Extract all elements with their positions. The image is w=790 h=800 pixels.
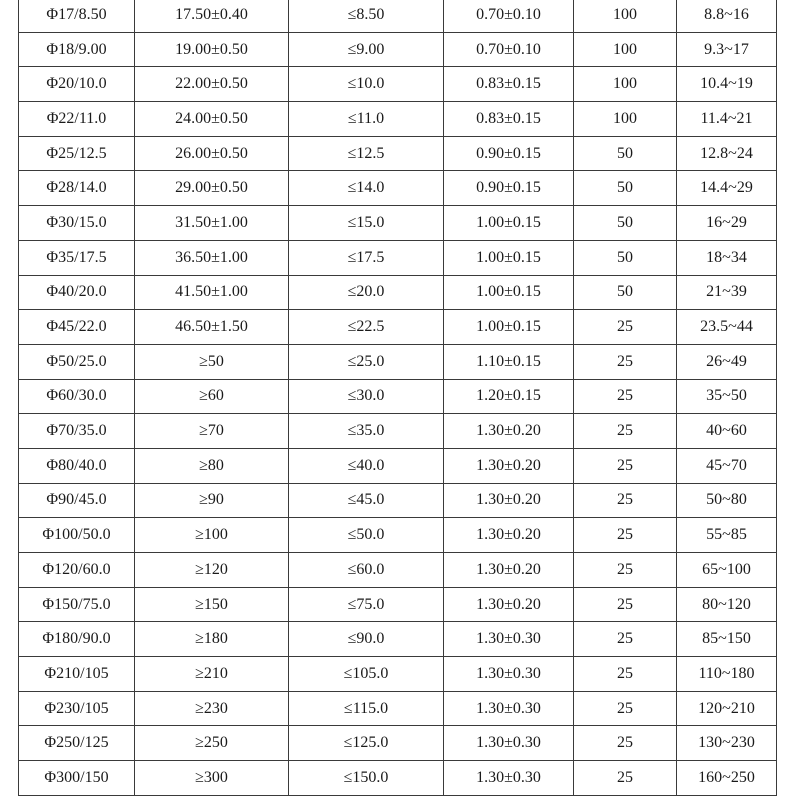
range-cell: 23.5~44 bbox=[677, 310, 777, 345]
tolerance-cell: 0.83±0.15 bbox=[444, 102, 574, 137]
tolerance-cell: 1.30±0.20 bbox=[444, 448, 574, 483]
quantity-cell: 100 bbox=[574, 102, 677, 137]
diameter-cell: ≥80 bbox=[135, 448, 289, 483]
quantity-cell: 25 bbox=[574, 414, 677, 449]
size-cell: Φ120/60.0 bbox=[19, 553, 135, 588]
quantity-cell: 25 bbox=[574, 726, 677, 761]
range-cell: 110~180 bbox=[677, 657, 777, 692]
tolerance-cell: 1.00±0.15 bbox=[444, 275, 574, 310]
diameter-cell: ≥250 bbox=[135, 726, 289, 761]
diameter-cell: ≥70 bbox=[135, 414, 289, 449]
tolerance-cell: 0.90±0.15 bbox=[444, 136, 574, 171]
table-row bbox=[19, 691, 777, 726]
range-cell: 50~80 bbox=[677, 483, 777, 518]
table-row bbox=[19, 344, 777, 379]
size-cell: Φ22/11.0 bbox=[19, 102, 135, 137]
diameter-cell: 46.50±1.50 bbox=[135, 310, 289, 345]
quantity-cell: 25 bbox=[574, 344, 677, 379]
table-row bbox=[19, 67, 777, 102]
tolerance-cell: 1.30±0.20 bbox=[444, 518, 574, 553]
quantity-cell: 50 bbox=[574, 275, 677, 310]
size-cell: Φ250/125 bbox=[19, 726, 135, 761]
quantity-cell: 100 bbox=[574, 32, 677, 67]
size-cell: Φ230/105 bbox=[19, 691, 135, 726]
table-row bbox=[19, 414, 777, 449]
diameter-cell: 31.50±1.00 bbox=[135, 206, 289, 241]
tolerance-cell: 1.30±0.30 bbox=[444, 726, 574, 761]
tolerance-cell: 0.70±0.10 bbox=[444, 32, 574, 67]
range-cell: 16~29 bbox=[677, 206, 777, 241]
range-cell: 35~50 bbox=[677, 379, 777, 414]
quantity-cell: 25 bbox=[574, 518, 677, 553]
value-cell: ≤115.0 bbox=[289, 691, 444, 726]
size-cell: Φ40/20.0 bbox=[19, 275, 135, 310]
value-cell: ≤15.0 bbox=[289, 206, 444, 241]
size-cell: Φ150/75.0 bbox=[19, 587, 135, 622]
range-cell: 21~39 bbox=[677, 275, 777, 310]
tolerance-cell: 1.00±0.15 bbox=[444, 240, 574, 275]
range-cell: 11.4~21 bbox=[677, 102, 777, 137]
tolerance-cell: 1.30±0.20 bbox=[444, 483, 574, 518]
quantity-cell: 25 bbox=[574, 587, 677, 622]
value-cell: ≤20.0 bbox=[289, 275, 444, 310]
range-cell: 12.8~24 bbox=[677, 136, 777, 171]
tolerance-cell: 1.30±0.20 bbox=[444, 587, 574, 622]
quantity-cell: 25 bbox=[574, 448, 677, 483]
value-cell: ≤8.50 bbox=[289, 0, 444, 32]
range-cell: 18~34 bbox=[677, 240, 777, 275]
spec-table bbox=[18, 0, 777, 796]
quantity-cell: 25 bbox=[574, 657, 677, 692]
value-cell: ≤90.0 bbox=[289, 622, 444, 657]
size-cell: Φ180/90.0 bbox=[19, 622, 135, 657]
quantity-cell: 50 bbox=[574, 136, 677, 171]
range-cell: 9.3~17 bbox=[677, 32, 777, 67]
range-cell: 14.4~29 bbox=[677, 171, 777, 206]
table-row bbox=[19, 622, 777, 657]
value-cell: ≤60.0 bbox=[289, 553, 444, 588]
size-cell: Φ18/9.00 bbox=[19, 32, 135, 67]
quantity-cell: 100 bbox=[574, 0, 677, 32]
value-cell: ≤11.0 bbox=[289, 102, 444, 137]
range-cell: 40~60 bbox=[677, 414, 777, 449]
size-cell: Φ70/35.0 bbox=[19, 414, 135, 449]
value-cell: ≤40.0 bbox=[289, 448, 444, 483]
value-cell: ≤17.5 bbox=[289, 240, 444, 275]
value-cell: ≤22.5 bbox=[289, 310, 444, 345]
quantity-cell: 25 bbox=[574, 553, 677, 588]
table-body bbox=[19, 0, 777, 795]
range-cell: 45~70 bbox=[677, 448, 777, 483]
size-cell: Φ28/14.0 bbox=[19, 171, 135, 206]
quantity-cell: 100 bbox=[574, 67, 677, 102]
tolerance-cell: 1.10±0.15 bbox=[444, 344, 574, 379]
diameter-cell: ≥230 bbox=[135, 691, 289, 726]
diameter-cell: ≥210 bbox=[135, 657, 289, 692]
quantity-cell: 25 bbox=[574, 310, 677, 345]
table-row bbox=[19, 761, 777, 796]
tolerance-cell: 1.30±0.30 bbox=[444, 761, 574, 796]
table-row bbox=[19, 0, 777, 32]
table-row bbox=[19, 275, 777, 310]
value-cell: ≤50.0 bbox=[289, 518, 444, 553]
range-cell: 65~100 bbox=[677, 553, 777, 588]
value-cell: ≤105.0 bbox=[289, 657, 444, 692]
tolerance-cell: 0.90±0.15 bbox=[444, 171, 574, 206]
table-row bbox=[19, 136, 777, 171]
size-cell: Φ100/50.0 bbox=[19, 518, 135, 553]
table-row bbox=[19, 587, 777, 622]
table-row bbox=[19, 483, 777, 518]
diameter-cell: 41.50±1.00 bbox=[135, 275, 289, 310]
diameter-cell: 19.00±0.50 bbox=[135, 32, 289, 67]
quantity-cell: 50 bbox=[574, 171, 677, 206]
size-cell: Φ45/22.0 bbox=[19, 310, 135, 345]
table-row bbox=[19, 206, 777, 241]
range-cell: 8.8~16 bbox=[677, 0, 777, 32]
range-cell: 10.4~19 bbox=[677, 67, 777, 102]
range-cell: 26~49 bbox=[677, 344, 777, 379]
table-row bbox=[19, 102, 777, 137]
value-cell: ≤12.5 bbox=[289, 136, 444, 171]
tolerance-cell: 0.83±0.15 bbox=[444, 67, 574, 102]
diameter-cell: 22.00±0.50 bbox=[135, 67, 289, 102]
table-row bbox=[19, 171, 777, 206]
value-cell: ≤75.0 bbox=[289, 587, 444, 622]
diameter-cell: 26.00±0.50 bbox=[135, 136, 289, 171]
tolerance-cell: 1.20±0.15 bbox=[444, 379, 574, 414]
table-row bbox=[19, 518, 777, 553]
table-row bbox=[19, 240, 777, 275]
tolerance-cell: 1.30±0.20 bbox=[444, 553, 574, 588]
table-row bbox=[19, 32, 777, 67]
range-cell: 55~85 bbox=[677, 518, 777, 553]
value-cell: ≤45.0 bbox=[289, 483, 444, 518]
diameter-cell: 17.50±0.40 bbox=[135, 0, 289, 32]
value-cell: ≤150.0 bbox=[289, 761, 444, 796]
size-cell: Φ60/30.0 bbox=[19, 379, 135, 414]
quantity-cell: 50 bbox=[574, 240, 677, 275]
diameter-cell: 24.00±0.50 bbox=[135, 102, 289, 137]
size-cell: Φ50/25.0 bbox=[19, 344, 135, 379]
range-cell: 160~250 bbox=[677, 761, 777, 796]
quantity-cell: 25 bbox=[574, 379, 677, 414]
quantity-cell: 25 bbox=[574, 691, 677, 726]
range-cell: 85~150 bbox=[677, 622, 777, 657]
table-row bbox=[19, 657, 777, 692]
value-cell: ≤9.00 bbox=[289, 32, 444, 67]
value-cell: ≤25.0 bbox=[289, 344, 444, 379]
quantity-cell: 25 bbox=[574, 761, 677, 796]
table-row bbox=[19, 553, 777, 588]
diameter-cell: ≥50 bbox=[135, 344, 289, 379]
size-cell: Φ210/105 bbox=[19, 657, 135, 692]
range-cell: 130~230 bbox=[677, 726, 777, 761]
size-cell: Φ35/17.5 bbox=[19, 240, 135, 275]
diameter-cell: ≥100 bbox=[135, 518, 289, 553]
quantity-cell: 25 bbox=[574, 483, 677, 518]
quantity-cell: 25 bbox=[574, 622, 677, 657]
table-row bbox=[19, 379, 777, 414]
range-cell: 80~120 bbox=[677, 587, 777, 622]
size-cell: Φ80/40.0 bbox=[19, 448, 135, 483]
size-cell: Φ20/10.0 bbox=[19, 67, 135, 102]
tolerance-cell: 1.30±0.30 bbox=[444, 691, 574, 726]
diameter-cell: ≥120 bbox=[135, 553, 289, 588]
value-cell: ≤125.0 bbox=[289, 726, 444, 761]
value-cell: ≤10.0 bbox=[289, 67, 444, 102]
size-cell: Φ17/8.50 bbox=[19, 0, 135, 32]
diameter-cell: ≥150 bbox=[135, 587, 289, 622]
size-cell: Φ300/150 bbox=[19, 761, 135, 796]
diameter-cell: ≥180 bbox=[135, 622, 289, 657]
tolerance-cell: 1.30±0.30 bbox=[444, 622, 574, 657]
size-cell: Φ90/45.0 bbox=[19, 483, 135, 518]
size-cell: Φ30/15.0 bbox=[19, 206, 135, 241]
diameter-cell: ≥90 bbox=[135, 483, 289, 518]
table-row bbox=[19, 448, 777, 483]
tolerance-cell: 1.00±0.15 bbox=[444, 206, 574, 241]
size-cell: Φ25/12.5 bbox=[19, 136, 135, 171]
diameter-cell: ≥60 bbox=[135, 379, 289, 414]
value-cell: ≤35.0 bbox=[289, 414, 444, 449]
table-row bbox=[19, 726, 777, 761]
table-row bbox=[19, 310, 777, 345]
tolerance-cell: 0.70±0.10 bbox=[444, 0, 574, 32]
diameter-cell: 29.00±0.50 bbox=[135, 171, 289, 206]
quantity-cell: 50 bbox=[574, 206, 677, 241]
tolerance-cell: 1.30±0.30 bbox=[444, 657, 574, 692]
value-cell: ≤30.0 bbox=[289, 379, 444, 414]
diameter-cell: 36.50±1.00 bbox=[135, 240, 289, 275]
tolerance-cell: 1.00±0.15 bbox=[444, 310, 574, 345]
value-cell: ≤14.0 bbox=[289, 171, 444, 206]
diameter-cell: ≥300 bbox=[135, 761, 289, 796]
range-cell: 120~210 bbox=[677, 691, 777, 726]
tolerance-cell: 1.30±0.20 bbox=[444, 414, 574, 449]
